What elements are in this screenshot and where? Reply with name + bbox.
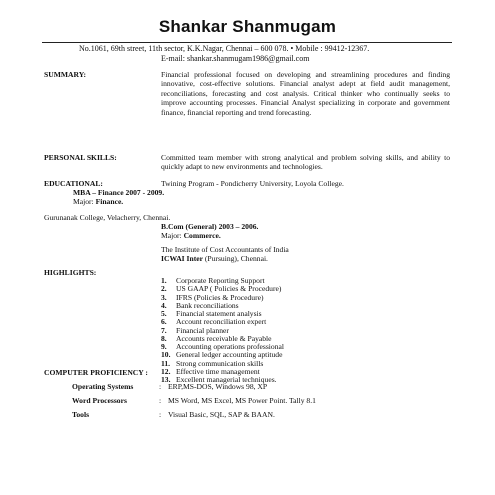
os-value: ERP,MS-DOS, Windows 98, XP [168,382,268,391]
list-item: 13. Excellent managerial techniques. [161,375,277,384]
word-processors-label: Word Processors [72,396,127,405]
list-item: 5. Financial statement analysis [161,309,262,318]
os-colon: : [159,382,162,391]
icwai-status: (Pursuing), Chennai. [202,254,268,263]
computer-proficiency-label: COMPUTER PROFICIENCY : [44,368,148,377]
list-item: 12. Effective time management [161,366,260,376]
mba-major-label: Major: [73,197,96,206]
education-bcom-major [161,231,221,241]
list-item: 6. Account reconciliation expert [161,317,267,327]
list-item: 3. IFRS (Policies & Procedure) [161,292,264,302]
educational-label: EDUCATIONAL: [44,179,103,188]
education-college: Gurunanak College, Velacherry, Chennai. [44,213,171,222]
list-item: 8. Accounts receivable & Payable [161,333,272,343]
list-item: 10. General ledger accounting aptitude [161,350,283,360]
summary-text: Financial professional focused on developing and streamlining procedures and finding innovative, cost-effective solutions. Financial analyst adept at field audit management, reconciliations, forecasting and cost analysis. Critical thinker who continually seeks to improve accounting processes. Financial Analyst specializing in corporate and government finance, financial reporting and trend forecasting. [161,70,450,117]
list-item: 2. US GAAP ( Policies & Procedure) [161,284,282,294]
list-item: 9. Accounting operations professional [161,342,284,351]
education-institute: The Institute of Cost Accountants of India [161,245,289,254]
contact-email: E-mail: shankar.shanmugam1986@gmail.com [161,54,310,63]
highlights-label: HIGHLIGHTS: [44,268,97,277]
tools-label: Tools [72,410,90,419]
list-item: 1. Corporate Reporting Support [161,276,265,285]
personal-skills-text: Committed team member with strong analytical and problem solving skills, and ability to quickly adapt to new environments and technologies. [161,153,450,172]
icwai-title: ICWAI Inter [161,254,203,263]
list-item: 11. Strong communication skills [161,358,264,368]
mba-major-value: Finance. [95,197,124,206]
highlights-list [161,277,284,384]
header-divider [42,42,452,43]
education-icwai [161,254,268,264]
list-item: 4. Bank reconciliations [161,300,239,310]
list-item: 7. Financial planner [161,325,229,335]
contact-address-phone: No.1061, 69th street, 11th sector, K.K.Nagar, Chennai – 600 078. • Mobile : 99412-12367. [79,44,370,53]
summary-label: SUMMARY: [44,70,87,79]
education-twining-program: Twining Program - Pondicherry University, Loyola College. [161,179,344,188]
tools-value: Visual Basic, SQL, SAP & BAAN. [168,410,275,419]
tools-colon: : [159,410,162,419]
word-processors-value: MS Word, MS Excel, MS Power Point. Tally 8.1 [168,396,316,405]
bcom-major-value: Commerce. [183,231,221,240]
education-mba: MBA – Finance 2007 - 2009. [73,188,165,197]
personal-skills-label: PERSONAL SKILLS: [44,153,117,162]
candidate-name: Shankar Shanmugam [158,17,337,36]
os-label: Operating Systems [72,382,134,391]
word-processors-colon: : [159,396,162,405]
education-mba-major [73,197,123,207]
bcom-major-label: Major: [161,231,184,240]
education-bcom: B.Com (General) 2003 – 2006. [161,222,259,231]
